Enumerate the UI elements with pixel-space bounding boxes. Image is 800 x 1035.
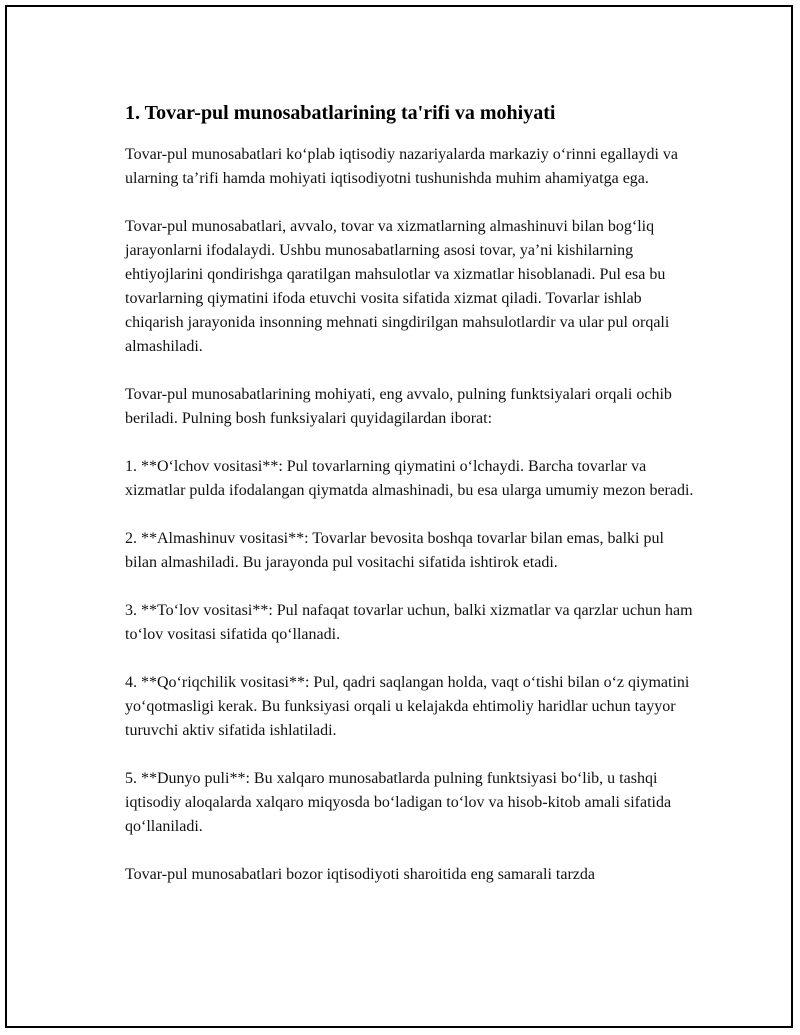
list-item-payment: 3. **To‘lov vositasi**: Pul nafaqat tovarlar uchun, balki xizmatlar va qarzlar uchun ham to‘lov vositasi sifatida qo‘llanadi.	[125, 602, 693, 643]
paragraph-intro: Tovar-pul munosabatlari ko‘plab iqtisodiy nazariyalarda markaziy o‘rinni egallaydi va ularning ta’rifi hamda mohiyati iqtisodiyotni tushunishda muhim ahamiyatga ega.	[125, 146, 679, 187]
paragraph-essence: Tovar-pul munosabatlarining mohiyati, eng avvalo, pulning funktsiyalari orqali ochib beriladi. Pulning bosh funksiyalari quyidagilardan iborat:	[125, 386, 672, 427]
list-item-store: 4. **Qo‘riqchilik vositasi**: Pul, qadri saqlangan holda, vaqt o‘tishi bilan o‘z qiymatini yo‘qotmasligi kerak. Bu funksiyasi orqali u kelajakda ehtimoliy haridlar uchun tayyor turuvchi aktiv sifatida ishlatiladi.	[125, 674, 690, 739]
paragraph-definition: Tovar-pul munosabatlari, avvalo, tovar va xizmatlarning almashinuvi bilan bog‘liq jarayonlarni ifodalaydi. Ushbu munosabatlarning asosi tovar, ya’ni kishilarning ehtiyojlarini qondirishga qaratilgan mahsulotlar va xizmatlar hisoblanadi. Pul esa bu tovarlarning qiymatini ifoda etuvchi vosita sifatida xizmat qiladi. Tovarlar ishlab chiqarish jarayonida insonning mehnati singdirilgan mahsulotlardir va ular pul orqali almashiladi.	[125, 218, 670, 355]
list-item-exchange: 2. **Almashinuv vositasi**: Tovarlar bevosita boshqa tovarlar bilan emas, balki pul bilan almashiladi. Bu jarayonda pul vositachi sifatida ishtirok etadi.	[125, 530, 664, 571]
document-body	[119, 99, 699, 911]
paragraph-closing: Tovar-pul munosabatlari bozor iqtisodiyoti sharoitida eng samarali tarzda	[125, 866, 595, 883]
list-item-world-money: 5. **Dunyo puli**: Bu xalqaro munosabatlarda pulning funktsiyasi bo‘lib, u tashqi iqtisodiy aloqalarda xalqaro miqyosda bo‘ladigan to‘lov va hisob-kitob amali sifatida qo‘llaniladi.	[125, 770, 672, 835]
section-heading: 1. Tovar-pul munosabatlarining ta'rifi va mohiyati	[125, 102, 556, 124]
list-item-measure: 1. **O‘lchov vositasi**: Pul tovarlarning qiymatini o‘lchaydi. Barcha tovarlar va xizmatlar pulda ifodalangan qiymatda almashinadi, bu esa ularga umumiy mezon beradi.	[125, 458, 694, 499]
page	[5, 5, 793, 1028]
